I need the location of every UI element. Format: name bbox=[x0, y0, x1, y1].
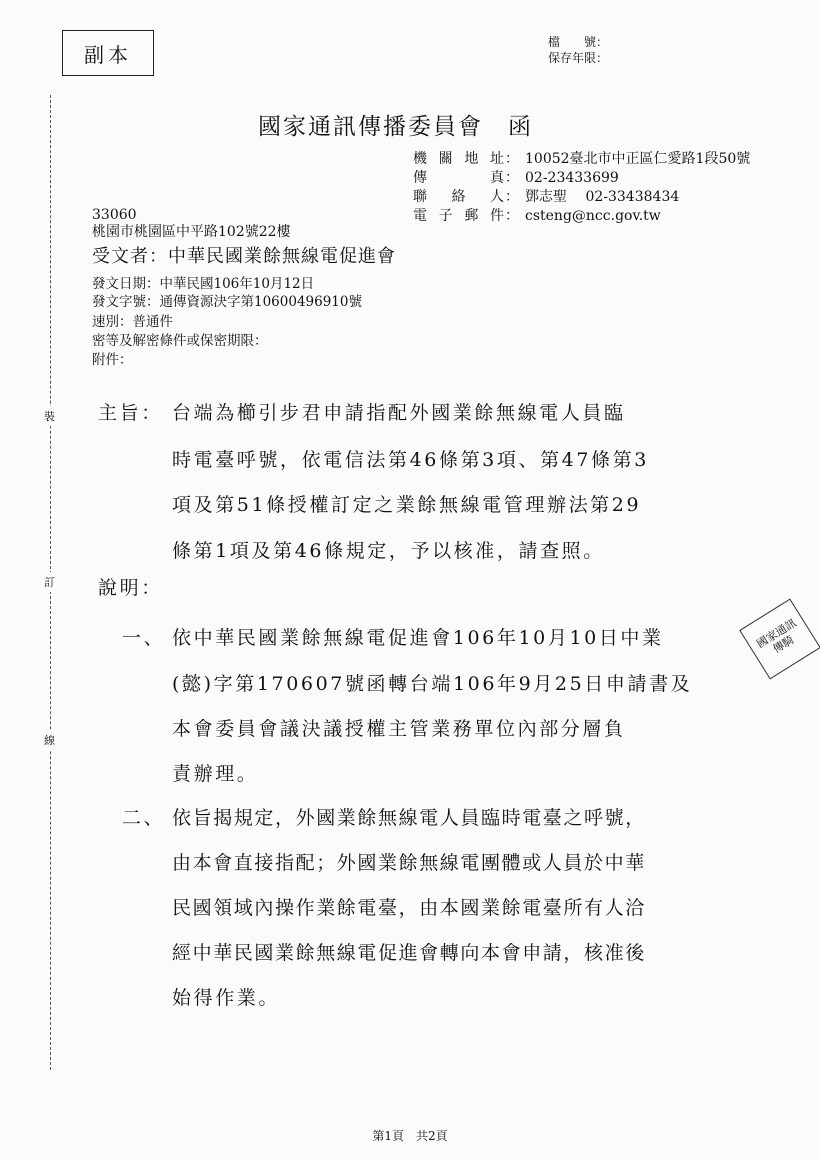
explanation-line: 責辦理。 bbox=[172, 763, 259, 785]
subject-line: 項及第51條授權訂定之業餘無線電管理辦法第29 bbox=[172, 494, 642, 516]
document-number: 發文字號：通傳資源決字第10600496910號 bbox=[92, 294, 362, 310]
sender-contact-label: 聯 絡 人 bbox=[413, 189, 505, 205]
explanation-line: 依中華民國業餘無線電促進會106年10月10日中業 bbox=[172, 627, 664, 649]
secrecy-level: 密等及解密條件或保密期限： bbox=[92, 333, 268, 349]
sender-contact-row: 聯 絡 人： 鄧志聖 02-33438434 bbox=[413, 189, 680, 205]
attachment: 附件： bbox=[92, 352, 133, 368]
sender-address: 10052臺北市中正區仁愛路1段50號 bbox=[525, 151, 751, 167]
binding-mark-xian: 線 bbox=[44, 730, 55, 750]
explanation-line: 依旨揭規定，外國業餘無線電人員臨時電臺之呼號， bbox=[172, 807, 646, 829]
document-title: 國家通訊傳播委員會 函 bbox=[258, 114, 533, 140]
subject-line: 台端為櫛引步君申請指配外國業餘無線電人員臨 bbox=[172, 402, 626, 424]
sender-fax: 02-23433699 bbox=[525, 170, 619, 186]
explanation-item-number: 二、 bbox=[122, 807, 166, 829]
explanation-line: 本會委員會議決議授權主管業務單位內部分層負 bbox=[172, 718, 626, 740]
sender-address-label: 機關地址 bbox=[413, 151, 505, 167]
sender-address-row: 機關地址： 10052臺北市中正區仁愛路1段50號 bbox=[413, 151, 751, 167]
copy-label-box: 副本 bbox=[62, 30, 154, 76]
page-number: 第1頁 共2頁 bbox=[372, 1129, 448, 1143]
subject-label: 主旨： bbox=[98, 402, 163, 424]
explanation-item-number: 一、 bbox=[122, 627, 166, 649]
binding-mark-ding: 訂 bbox=[44, 572, 55, 592]
explanation-label: 說明： bbox=[98, 577, 163, 599]
seal-stamp: 國家通訊傳騎 bbox=[739, 599, 820, 680]
retention-label: 保存年限： bbox=[548, 51, 609, 65]
explanation-line: 經中華民國業餘無線電促進會轉向本會申請，核准後 bbox=[172, 942, 646, 964]
recipient-address: 桃園市桃園區中平路102號22樓 bbox=[92, 224, 291, 240]
subject-line: 條第1項及第46條規定，予以核准，請查照。 bbox=[172, 540, 605, 562]
sender-fax-label: 傳 真 bbox=[413, 170, 505, 186]
explanation-line: 由本會直接指配；外國業餘無線電團體或人員於中華 bbox=[172, 852, 646, 874]
file-number-label: 檔 號： bbox=[548, 35, 609, 49]
explanation-line: (懿)字第170607號函轉台端106年9月25日申請書及 bbox=[172, 673, 693, 695]
subject-line: 時電臺呼號，依電信法第46條第3項、第47條第3 bbox=[172, 449, 649, 471]
explanation-line: 民國領域內操作業餘電臺，由本國業餘電臺所有人洽 bbox=[172, 897, 646, 919]
binding-mark-zhuang: 裝 bbox=[44, 406, 55, 426]
recipient-postal-code: 33060 bbox=[92, 207, 137, 223]
explanation-line: 始得作業。 bbox=[172, 987, 281, 1009]
delivery-speed: 速別：普通件 bbox=[92, 314, 173, 330]
sender-email-label: 電子郵件 bbox=[413, 208, 505, 224]
issue-date: 發文日期：中華民國106年10月12日 bbox=[92, 276, 315, 292]
recipient-line: 受文者：中華民國業餘無線電促進會 bbox=[92, 246, 396, 267]
sender-email-row: 電子郵件： csteng@ncc.gov.tw bbox=[413, 208, 661, 224]
sender-email: csteng@ncc.gov.tw bbox=[525, 208, 661, 224]
sender-contact: 鄧志聖 02-33438434 bbox=[525, 189, 680, 205]
sender-fax-row: 傳 真： 02-23433699 bbox=[413, 170, 619, 186]
